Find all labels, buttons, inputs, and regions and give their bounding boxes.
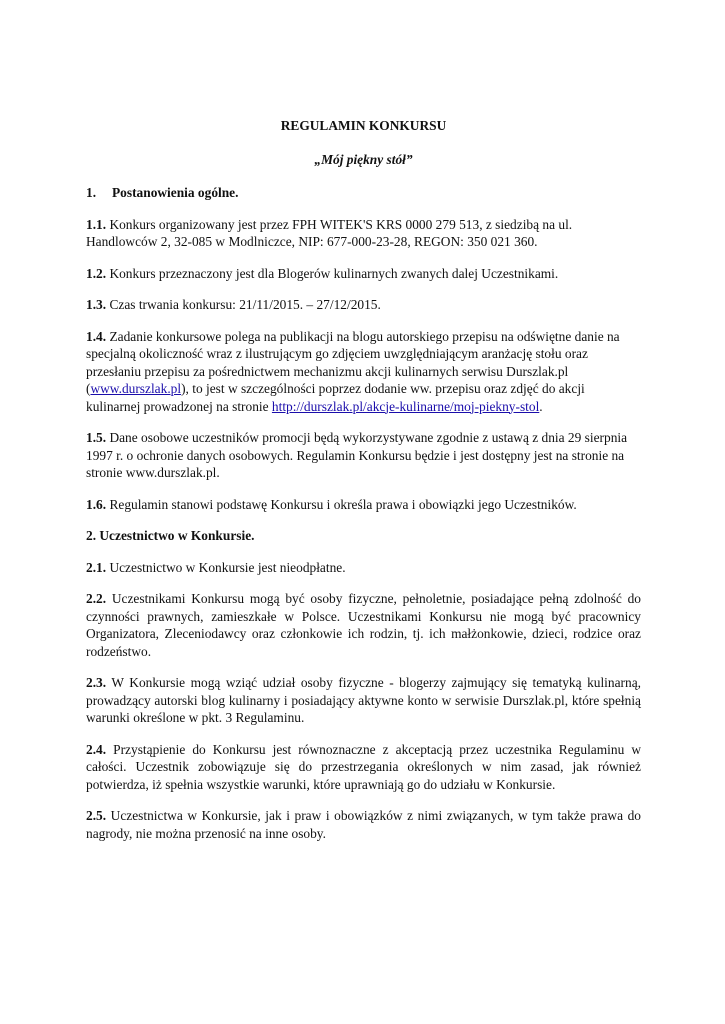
paragraph-1-6 — [86, 496, 641, 514]
paragraph-1-1 — [86, 216, 641, 251]
paragraph-text: Uczestnikami Konkursu mogą być osoby fizyczne, pełnoletnie, posiadające pełną zdolność do czynności prawnych, zamieszkałe w Polsce. Uczestnikami Konkursu nie mogą być pracownicy Organizatora, Zleceniodawcy oraz członkowie ich rodzin, tj. ich małżonkowie, dzieci, rodzice oraz rodzeństwo. — [86, 591, 641, 659]
paragraph-number: 1.2. — [86, 265, 107, 281]
paragraph-text: W Konkursie mogą wziąć udział osoby fizyczne - blogerzy zajmujący się tematyką kulinarną, prowadzący autorski blog kulinarny i posiadający aktywne konto w serwisie Durszlak.pl, które spełnią warunki określone w pkt. 3 Regulaminu. — [86, 675, 641, 725]
section-1-heading — [86, 184, 641, 202]
paragraph-text: Uczestnictwo w Konkursie jest nieodpłatne. — [106, 559, 346, 575]
section-2-heading: 2. Uczestnictwo w Konkursie. — [86, 528, 255, 543]
paragraph-2-2 — [86, 590, 641, 660]
paragraph-number: 1.6. — [86, 496, 107, 512]
paragraph-number: 1.1. — [86, 216, 107, 232]
paragraph-text: Konkurs organizowany jest przez FPH WITEK'S KRS 0000 279 513, z siedzibą na ul. Handlowców 2, 32-085 w Modlniczce, NIP: 677-000-23-28, REGON: 350 021 360. — [86, 216, 573, 249]
section-1-number: 1. — [86, 185, 97, 200]
contest-page-link[interactable]: http://durszlak.pl/akcje-kulinarne/moj-piekny-stol — [271, 398, 540, 414]
document-subtitle: „Mój piękny stół” — [314, 151, 413, 167]
paragraph-text: Czas trwania konkursu: 21/11/2015. – 27/12/2015. — [106, 297, 381, 312]
paragraph-text: Uczestnictwa w Konkursie, jak i praw i obowiązków z nimi związanych, w tym także prawa do nagrody, nie można przenosić na inne osoby. — [86, 808, 641, 841]
paragraph-number: 2.3. — [86, 675, 107, 690]
paragraph-text: Dane osobowe uczestników promocji będą wykorzystywane zgodnie z ustawą z dnia 29 sierpnia 1997 r. o ochronie danych osobowych. Regulamin Konkursu będzie i jest dostępny jest na stronie na stronie www.durszlak.pl. — [86, 430, 628, 480]
paragraph-text: Regulamin stanowi podstawę Konkursu i określa prawa i obowiązki jego Uczestników. — [106, 496, 577, 512]
paragraph-2-4 — [86, 741, 641, 794]
paragraph-number: 2.1. — [86, 559, 107, 575]
paragraph-number: 1.5. — [86, 430, 107, 445]
paragraph-text-b: ), to jest w szczególności poprzez dodanie ww. przepisu oraz zdjęć do akcji kulinarnej prowadzonej na stronie — [86, 381, 585, 414]
paragraph-text: Przystąpienie do Konkursu jest równoznaczne z akceptacją przez uczestnika Regulaminu w całości. Uczestnik zobowiązuje się do przestrzegania określonych w nim zasad, jak również potwierdza, iż spełnia wszystkie warunki, które uprawniają go do udziału w Konkursie. — [86, 741, 641, 792]
paragraph-1-5 — [86, 429, 641, 482]
durszlak-home-link[interactable]: www.durszlak.pl — [90, 381, 182, 396]
section-1-title: Postanowienia ogólne. — [112, 185, 239, 200]
paragraph-1-4 — [86, 328, 641, 416]
paragraph-number: 2.4. — [86, 741, 107, 757]
paragraph-text: Konkurs przeznaczony jest dla Blogerów kulinarnych zwanych dalej Uczestnikami. — [106, 265, 559, 281]
paragraph-text-c: . — [539, 398, 543, 414]
document-page — [86, 117, 641, 856]
paragraph-2-5 — [86, 807, 641, 842]
paragraph-1-3 — [86, 296, 641, 314]
paragraph-2-1 — [86, 559, 641, 577]
paragraph-number: 1.4. — [86, 328, 107, 344]
paragraph-number: 1.3. — [86, 297, 107, 312]
paragraph-number: 2.2. — [86, 591, 107, 606]
paragraph-1-2 — [86, 265, 641, 283]
paragraph-text-a: Zadanie konkursowe polega na publikacji na blogu autorskiego przepisu na odświętne danie na specjalną okoliczność wraz z ilustrującym go zdjęciem uwzględniającym aranżację stołu oraz przesłaniu przepisu za pośrednictwem mechanizmu akcji kulinarnych serwisu Durszlak.pl ( — [86, 328, 620, 396]
paragraph-number: 2.5. — [86, 808, 107, 823]
document-title: REGULAMIN KONKURSU — [280, 118, 447, 133]
paragraph-2-3 — [86, 674, 641, 727]
